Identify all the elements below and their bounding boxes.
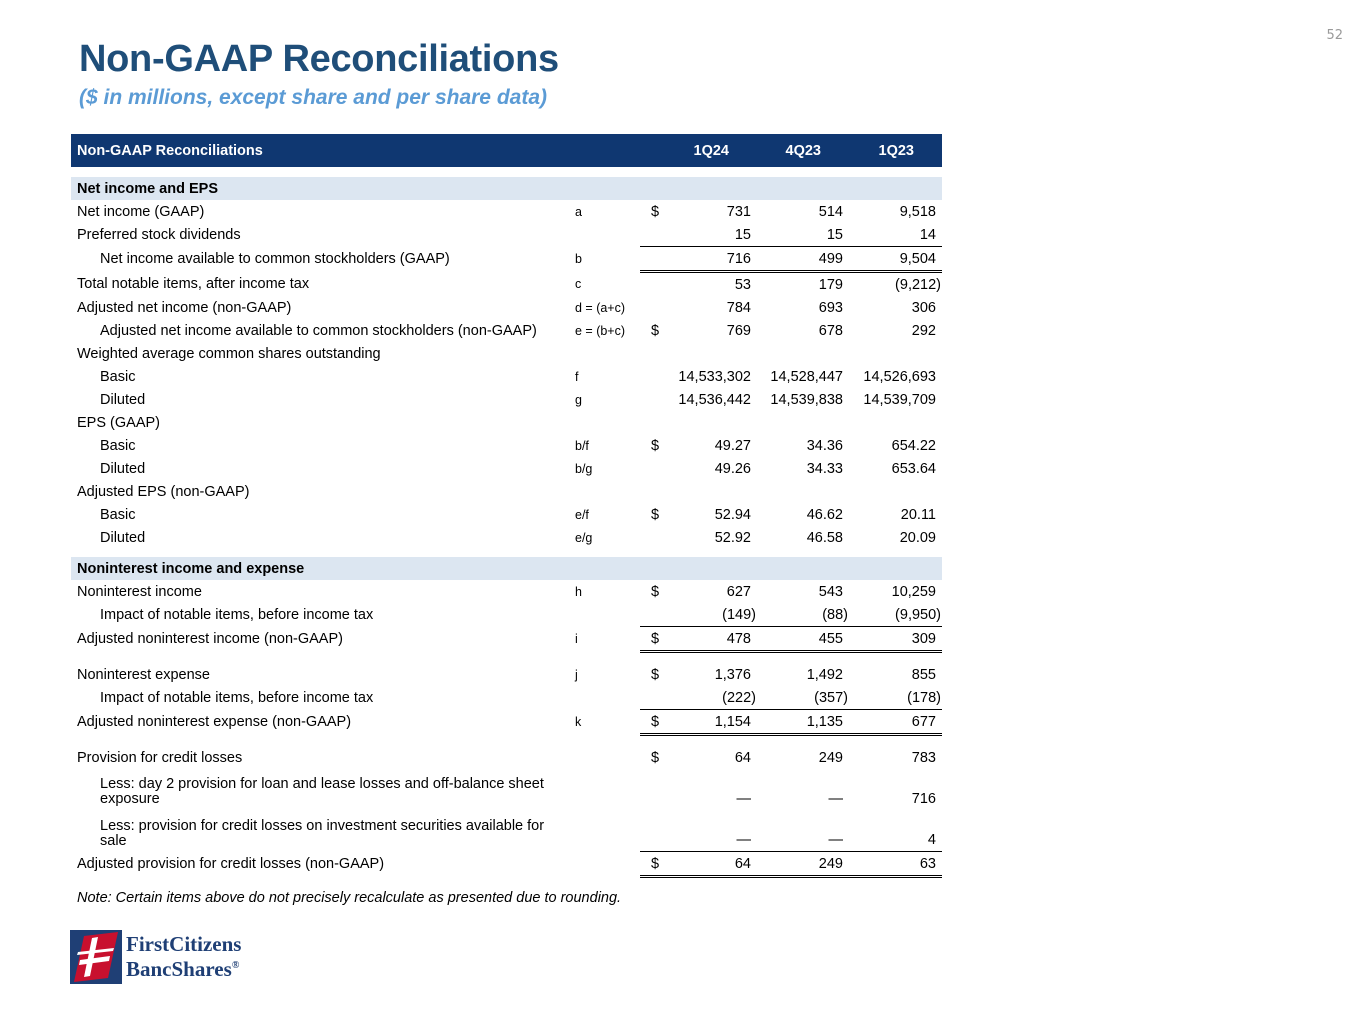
- table-row: [71, 434, 942, 457]
- row-label: Adjusted net income available to common stockholders (non-GAAP): [100, 322, 537, 339]
- value-1q24: 731: [726, 203, 751, 220]
- table-row: [71, 247, 942, 272]
- value-1q24: 14,533,302: [678, 368, 751, 385]
- row-label: Adjusted net income (non-GAAP): [77, 299, 292, 316]
- value-1q24: 53: [734, 276, 751, 293]
- value-1q23: 677: [849, 710, 942, 735]
- table-row: [71, 200, 942, 223]
- row-ref: b: [575, 252, 582, 266]
- dollar-sign: $: [640, 710, 664, 735]
- value-1q23: 10,259: [891, 583, 936, 600]
- row-label: Net income (GAAP): [77, 203, 205, 220]
- section-title: Noninterest income and expense: [71, 557, 942, 580]
- header-col-1q24: 1Q24: [664, 134, 757, 167]
- row-label: Adjusted noninterest income (non-GAAP): [77, 631, 343, 647]
- value-4q23: 678: [818, 322, 843, 339]
- table-row: [71, 319, 942, 342]
- section-title: Net income and EPS: [71, 177, 942, 200]
- header-label: Non-GAAP Reconciliations: [71, 134, 570, 167]
- table-row: [71, 526, 942, 549]
- row-label: Total notable items, after income tax: [77, 275, 310, 292]
- value-4q23: (357): [757, 686, 849, 710]
- value-1q24: (149): [664, 603, 757, 627]
- dollar-sign: $: [651, 666, 660, 683]
- logo-line-1: FirstCitizens: [126, 932, 242, 956]
- value-4q23: 249: [818, 749, 843, 766]
- table-row: [71, 388, 942, 411]
- header-col-4q23: 4Q23: [757, 134, 849, 167]
- row-ref: g: [575, 392, 582, 407]
- value-1q23: (9,950): [849, 603, 942, 627]
- row-label: Less: day 2 provision for loan and lease losses and off-balance sheet exposure: [100, 776, 544, 807]
- value-1q24: 716: [664, 247, 757, 272]
- flag-icon: [70, 930, 122, 984]
- dollar-sign: $: [640, 627, 664, 652]
- value-1q24: 1,376: [714, 666, 751, 683]
- value-1q24: 49.27: [714, 437, 751, 454]
- row-label: Diluted: [100, 460, 146, 477]
- row-label: Provision for credit losses: [77, 749, 243, 766]
- table-row: [71, 503, 942, 526]
- table-row: [71, 365, 942, 388]
- row-ref: c: [575, 276, 582, 291]
- value-4q23: —: [828, 791, 843, 807]
- section-noninterest: [71, 557, 942, 580]
- dollar-sign: $: [640, 852, 664, 877]
- value-4q23: 14,539,838: [770, 391, 843, 408]
- value-4q23: 514: [818, 203, 843, 220]
- reconciliation-table: [71, 134, 942, 878]
- value-1q23: 9,518: [899, 203, 936, 220]
- table-row: [71, 810, 942, 852]
- row-ref: a: [575, 204, 582, 219]
- value-1q24: 14,536,442: [678, 391, 751, 408]
- value-1q24: (222): [664, 686, 757, 710]
- value-1q23: 14: [849, 223, 942, 247]
- row-ref: j: [575, 667, 578, 682]
- value-1q24: 64: [664, 852, 757, 877]
- row-ref: h: [575, 584, 582, 599]
- value-4q23: 34.36: [806, 437, 843, 454]
- table-row: [71, 769, 942, 810]
- row-label: Net income available to common stockholders (GAAP): [100, 251, 450, 267]
- value-1q24: 64: [734, 749, 751, 766]
- value-4q23: 693: [818, 299, 843, 316]
- section-net-income-eps: [71, 177, 942, 200]
- row-ref: f: [575, 369, 579, 384]
- value-1q24: 49.26: [714, 460, 751, 477]
- page-subtitle: ($ in millions, except share and per share data): [79, 86, 547, 109]
- row-label: EPS (GAAP): [77, 414, 160, 431]
- dollar-sign: $: [651, 583, 660, 600]
- value-4q23: 34.33: [806, 460, 843, 477]
- value-1q24: —: [664, 810, 757, 852]
- row-label: Weighted average common shares outstanding: [77, 345, 381, 362]
- dollar-sign: $: [651, 749, 660, 766]
- page-number: 52: [1326, 28, 1343, 43]
- row-label: Diluted: [100, 391, 146, 408]
- value-1q23: 4: [849, 810, 942, 852]
- rounding-note: Note: Certain items above do not precisely recalculate as presented due to rounding.: [77, 890, 622, 906]
- table-row: [71, 272, 942, 297]
- table-row: [71, 342, 942, 365]
- value-4q23: 46.58: [806, 529, 843, 546]
- row-ref: b/g: [575, 461, 593, 476]
- row-label: Basic: [100, 368, 136, 385]
- page-title: Non-GAAP Reconciliations: [79, 38, 559, 80]
- value-4q23: 543: [818, 583, 843, 600]
- value-4q23: 179: [818, 276, 843, 293]
- value-4q23: (88): [757, 603, 849, 627]
- value-1q23: (9,212): [895, 276, 941, 293]
- table-row: [71, 296, 942, 319]
- row-ref: i: [575, 632, 578, 646]
- row-label: Less: provision for credit losses on investment securities available for sale: [100, 817, 545, 849]
- value-1q23: 292: [911, 322, 936, 339]
- table-row: [71, 580, 942, 603]
- row-label: Basic: [100, 506, 136, 523]
- row-label: Adjusted EPS (non-GAAP): [77, 483, 250, 500]
- company-logo: [70, 930, 241, 984]
- value-1q23: 20.11: [900, 506, 936, 523]
- row-label: Preferred stock dividends: [77, 226, 241, 243]
- value-4q23: 499: [757, 247, 849, 272]
- dollar-sign: $: [651, 506, 660, 523]
- row-ref: b/f: [575, 438, 589, 453]
- row-ref: e/f: [575, 507, 589, 522]
- table-row: [71, 457, 942, 480]
- value-4q23: 455: [757, 627, 849, 652]
- value-4q23: —: [757, 810, 849, 852]
- value-1q24: 15: [664, 223, 757, 247]
- header-col-1q23: 1Q23: [849, 134, 942, 167]
- value-1q23: 20.09: [899, 529, 936, 546]
- row-label: Noninterest expense: [77, 666, 210, 683]
- value-1q23: 306: [911, 299, 936, 316]
- table-row: [71, 746, 942, 769]
- value-1q23: 9,504: [849, 247, 942, 272]
- value-4q23: 15: [757, 223, 849, 247]
- value-1q23: 14,526,693: [863, 368, 936, 385]
- row-label: Diluted: [100, 529, 146, 546]
- table-row: [71, 411, 942, 434]
- value-1q24: 52.94: [714, 506, 751, 523]
- value-4q23: 1,135: [757, 710, 849, 735]
- table-row: [71, 663, 942, 686]
- row-ref: d = (a+c): [575, 300, 626, 315]
- value-1q24: 1,154: [664, 710, 757, 735]
- table-row: [71, 603, 942, 627]
- value-1q24: 478: [664, 627, 757, 652]
- value-1q23: 653.64: [891, 460, 936, 477]
- row-ref: e/g: [575, 530, 593, 545]
- value-1q23: 783: [911, 749, 936, 766]
- table-row: [71, 710, 942, 735]
- logo-line-2: BancShares: [126, 957, 232, 981]
- value-1q24: 627: [726, 583, 751, 600]
- dollar-sign: $: [651, 322, 660, 339]
- dollar-sign: $: [651, 437, 660, 454]
- row-ref: e = (b+c): [575, 323, 626, 338]
- value-1q23: 654.22: [891, 437, 936, 454]
- value-1q23: 309: [849, 627, 942, 652]
- value-1q24: 769: [726, 322, 751, 339]
- value-1q24: 52.92: [714, 529, 751, 546]
- table-row: [71, 627, 942, 652]
- table-header-row: [71, 134, 942, 167]
- dollar-sign: $: [651, 203, 660, 220]
- table-row: [71, 686, 942, 710]
- value-1q23: (178): [849, 686, 942, 710]
- row-label: Basic: [100, 437, 136, 454]
- row-label: Adjusted noninterest expense (non-GAAP): [77, 714, 352, 730]
- value-1q24: 784: [726, 299, 751, 316]
- value-1q23: 855: [911, 666, 936, 683]
- table-row: [71, 480, 942, 503]
- registered-mark: ®: [231, 960, 240, 971]
- value-1q24: —: [736, 791, 751, 807]
- value-1q23: 716: [911, 791, 936, 807]
- value-4q23: 249: [757, 852, 849, 877]
- row-label: Noninterest income: [77, 583, 202, 600]
- row-label: Impact of notable items, before income tax: [100, 606, 374, 623]
- row-label: Adjusted provision for credit losses (non-GAAP): [77, 856, 385, 872]
- value-4q23: 14,528,447: [770, 368, 843, 385]
- value-4q23: 1,492: [806, 666, 843, 683]
- row-label: Impact of notable items, before income tax: [100, 689, 374, 706]
- table-row: [71, 223, 942, 247]
- value-1q23: 63: [849, 852, 942, 877]
- row-ref: k: [575, 715, 582, 729]
- value-1q23: 14,539,709: [863, 391, 936, 408]
- table-row: [71, 852, 942, 877]
- value-4q23: 46.62: [806, 506, 843, 523]
